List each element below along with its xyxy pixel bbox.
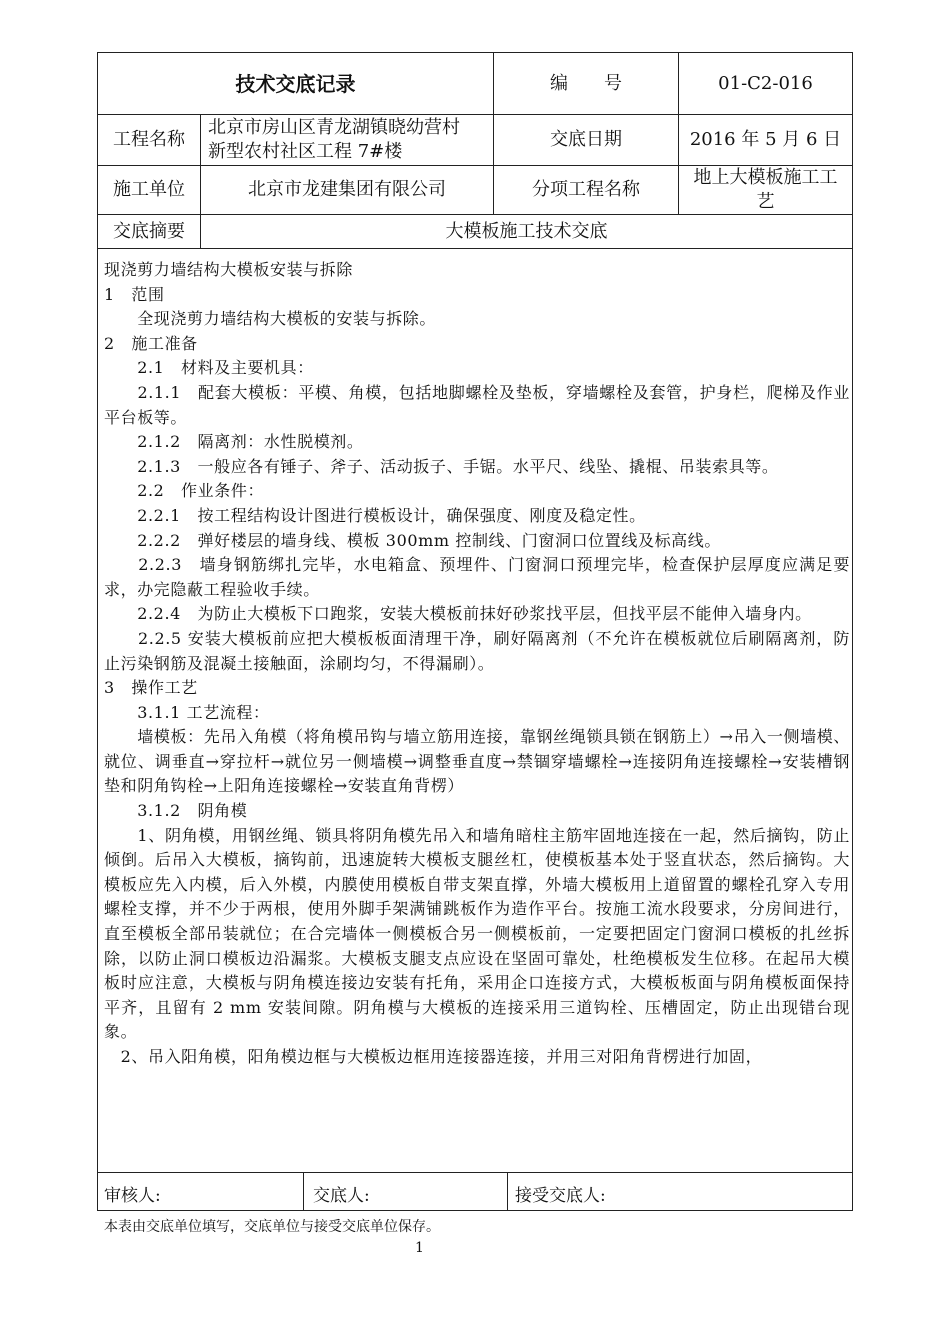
project-name-line-2: 新型农村社区工程 7#楼 [208, 141, 403, 162]
discloser-label: 交底人: [313, 1186, 370, 1206]
number-value: 01-C2-016 [718, 72, 813, 94]
body-paragraph: 2、吊入阳角模，阳角模边框与大模板边框用连接器连接，并用三对阳角背楞进行加固， [104, 1047, 763, 1066]
body-paragraph: 2.2 作业条件： [104, 481, 265, 501]
project-name-line-1: 北京市房山区青龙湖镇晓幼营村 [208, 117, 460, 138]
body-paragraph: 2.2.4 为防止大模板下口跑浆，安装大模板前抹好砂浆找平层，但找平层不能伸入墙身内。 [104, 604, 812, 624]
body-paragraph: 墙模板：先吊入角模（将角模吊钩与墙立筋用连接，靠钢丝绳锁具锁在钢筋上）→吊入一侧墙模、就位、调垂直→穿拉杆→就位另一侧墙模→调整垂直度→禁锢穿墙螺栓→连接阴角连接螺栓→安装槽钢垫和阴角钩栓→上阳角连接螺栓→安装直角背楞） [104, 727, 850, 796]
body-paragraph: 2.2.3 墙身钢筋绑扎完毕，水电箱盒、预埋件、门窗洞口预埋完毕，检查保护层厚度应满足要求，办完隐蔽工程验收手续。 [104, 555, 850, 599]
subproject-line-1: 地上大模板施工工 [693, 167, 838, 188]
document-title: 技术交底记录 [235, 71, 356, 96]
construction-unit-label: 施工单位 [113, 179, 185, 200]
date-label: 交底日期 [550, 129, 622, 150]
footer-note: 本表由交底单位填写，交底单位与接受交底单位保存。 [104, 1219, 440, 1235]
body-paragraph: 现浇剪力墙结构大模板安装与拆除 [104, 260, 354, 279]
body-paragraph: 3.1.2 阴角模 [104, 801, 248, 821]
body-paragraph: 3 操作工艺 [104, 678, 198, 698]
project-name-value [201, 115, 493, 165]
receiver-label: 接受交底人: [515, 1186, 606, 1206]
subproject-value [679, 166, 852, 214]
body-paragraph: 2.2.5 安装大模板前应把大模板板面清理干净，刷好隔离剂（不允许在模板就位后刷隔离剂，防止污染钢筋及混凝土接触面，涂刷均匀，不得漏刷）。 [104, 628, 850, 673]
body-paragraph: 2.2.2 弹好楼层的墙身线、模板 300mm 控制线、门窗洞口位置线及标高线。 [104, 530, 721, 550]
body-paragraph: 2.1.1 配套大模板：平模、角模，包括地脚螺栓及垫板，穿墙螺栓及套管，护身栏，爬梯及作业平台板等。 [104, 382, 850, 427]
body-paragraph: 1 范围 [104, 284, 165, 304]
construction-unit-value: 北京市龙建集团有限公司 [248, 179, 446, 200]
body-paragraph: 2.1 材料及主要机具： [104, 358, 314, 378]
subproject-line-2: 艺 [756, 191, 775, 212]
body-paragraph: 2.1.2 隔离剂：水性脱模剂。 [104, 432, 364, 452]
subproject-label: 分项工程名称 [532, 179, 640, 200]
body-paragraph: 3.1.1 工艺流程： [104, 702, 270, 722]
body-paragraph: 1、阴角模，用钢丝绳、锁具将阴角模先吊入和墙角暗柱主筋牢固地连接在一起，然后摘钩，防止倾倒。后吊入大模板，摘钩前，迅速旋转大模板支腿丝杠，使模板基本处于竖直状态，然后摘钩。大模板应先入内模，后入外模，内膜使用模板自带支架直撑，外墙大模板用上道留置的螺栓孔穿入专用螺栓支撑，并不少于两根，使用外脚手架满铺跳板作为造作平台。按施工流水段要求，分房间进行，直至模板全部吊装就位；在合完墙体一侧模板合另一侧模板前，一定要把固定门窗洞口模板的扎丝拆除，以防止洞口模板边沿漏浆。大模板支腿支点应设在坚固可靠处，杜绝模板发生位移。在起吊大模板时应注意，大模板与阴角模连接边安装有托角，采用企口连接方式，大模板板面与阴角模板面保持平齐，且留有 2 mm 安装间隙。阴角模与大模板的连接采用三道钩栓、压槽固定，防止出现错台现象。 [104, 825, 850, 1042]
summary-value: 大模板施工技术交底 [445, 220, 608, 242]
reviewer-label: 审核人: [104, 1186, 161, 1206]
project-name-label: 工程名称 [113, 129, 185, 150]
body-paragraph: 全现浇剪力墙结构大模板的安装与拆除。 [104, 309, 437, 329]
number-label: 编 号 [550, 72, 622, 94]
page-number: 1 [415, 1240, 424, 1256]
body-paragraph: 2.2.1 按工程结构设计图进行模板设计，确保强度、刚度及稳定性。 [104, 505, 646, 525]
body-paragraph: 2 施工准备 [104, 333, 198, 353]
body-paragraph: 2.1.3 一般应各有锤子、斧子、活动扳子、手锯。水平尺、线坠、撬棍、吊装索具等。 [104, 456, 779, 476]
disclosure-body [104, 258, 850, 1070]
summary-label: 交底摘要 [113, 220, 185, 242]
date-value: 2016 年 5 月 6 日 [689, 129, 842, 150]
